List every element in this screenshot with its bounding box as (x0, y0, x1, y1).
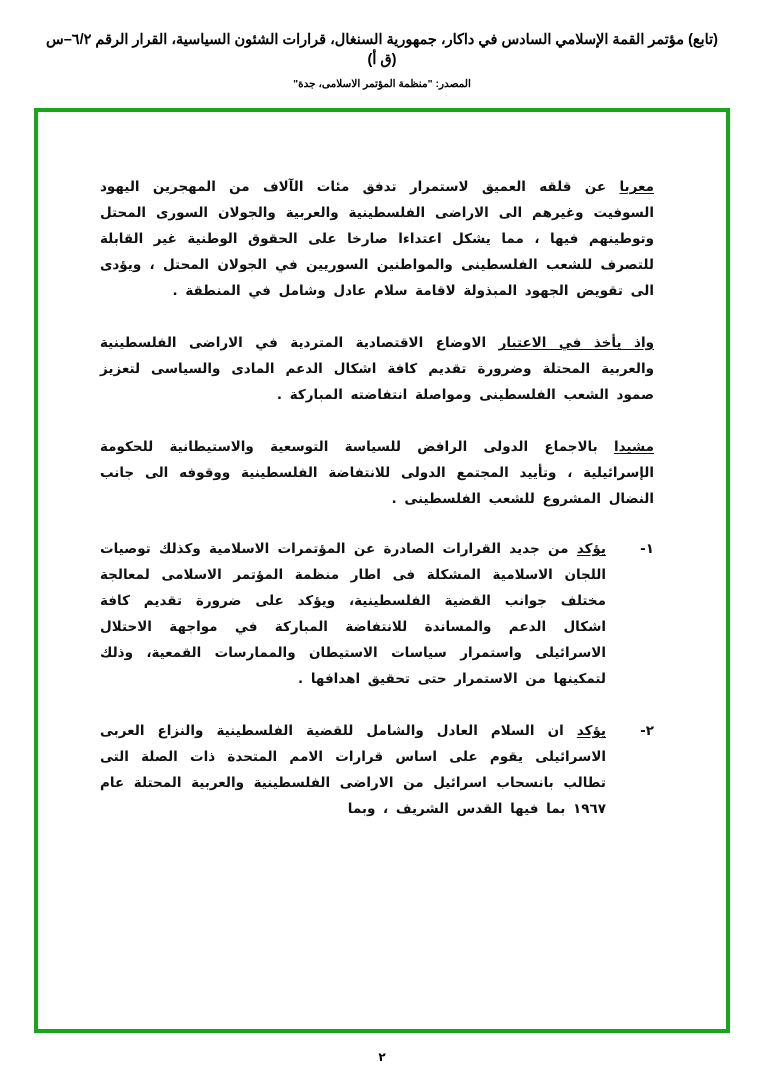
paragraph-2-text: الاوضاع الاقتصادية المتردية في الاراضى الفلسطينية والعربية المحتلة وضرورة تقديم كافة اشكال الدعم المادى والسياسى لتعزيز صمود الشعب الفلسطينى ومواصلة انتفاضته المباركة . (100, 335, 654, 403)
clause-1-text: من جديد القرارات الصادرة عن المؤتمرات الاسلامية وكذلك توصيات اللجان الاسلامية المشكلة فى اطار منظمة المؤتمر الاسلامى لمعالجة مختلف جوانب القضية الفلسطينية، ويؤكد على ضرورة تقديم كافة اشكال الدعم والمساندة للانتفاضة المباركة في مواجهة الاحتلال الاسرائيلى واستمرار سياسات الاستيطان والممارسات القمعية، وذلك لتمكينها من الاستمرار حتى تحقيق اهدافها . (100, 541, 606, 687)
header-title: (تابع) مؤتمر القمة الإسلامي السادس في داكار، جمهورية السنغال، قرارات الشئون السياسية، القرار الرقم ٦/٢–س (ق أ) (46, 32, 718, 69)
clause-2 (100, 718, 654, 822)
page-number: ٢ (378, 1050, 386, 1064)
clause-1-lead: يؤكد (576, 541, 606, 557)
clause-2-number: ٢- (640, 723, 654, 739)
clause-2-lead: يؤكد (576, 723, 606, 739)
header-source: المصدر: "منظمة المؤتمر الاسلامى، جدة" (293, 77, 471, 90)
clause-2-text: ان السلام العادل والشامل للقضية الفلسطينية والنزاع العربى الاسرائيلى يقوم على اساس قرارات الامم المتحدة ذات الصلة التى تطالب بانسحاب اسرائيل من الاراضى الفلسطينية والعربية المحتلة عام ١٩٦٧ بما فيها القدس الشريف ، وبما (100, 723, 606, 817)
paragraph-2 (100, 330, 654, 408)
clause-1 (100, 536, 654, 692)
paragraph-1-lead: معربا (619, 179, 654, 195)
scanned-content (38, 112, 726, 1029)
scanned-page-frame (34, 108, 730, 1033)
paragraph-3-lead: مشيدا (613, 439, 654, 455)
paragraph-2-lead: واذ يأخذ في الاعتبار (498, 335, 654, 351)
clause-2-body (100, 718, 606, 822)
paragraph-1 (100, 174, 654, 304)
paragraph-3 (100, 434, 654, 512)
document-header (0, 0, 764, 90)
clause-1-body (100, 536, 606, 692)
clause-1-number: ١- (640, 541, 654, 557)
paragraph-1-text: عن قلقه العميق لاستمرار تدفق مئات الآلاف من المهجرين اليهود السوفيت وغيرهم الى الاراضى الفلسطينية والعربية والجولان السورى المحتل وتوطينهم فيها ، مما يشكل اعتداءا صارخا على الحقوق الوطنية غير القابلة للتصرف للشعب الفلسطينى والمواطنين السوريين في الجولان المحتل ، ويؤدى الى تقويض الجهود المبذولة لاقامة سلام عادل وشامل في المنطقة . (100, 179, 654, 299)
paragraph-3-text: بالاجماع الدولى الرافض للسياسة التوسعية والاستيطانية للحكومة الإسرائيلية ، وتأييد المجتمع الدولى للانتفاضة الفلسطينية ووقوفه الى جانب النضال المشروع للشعب الفلسطينى . (100, 439, 654, 507)
